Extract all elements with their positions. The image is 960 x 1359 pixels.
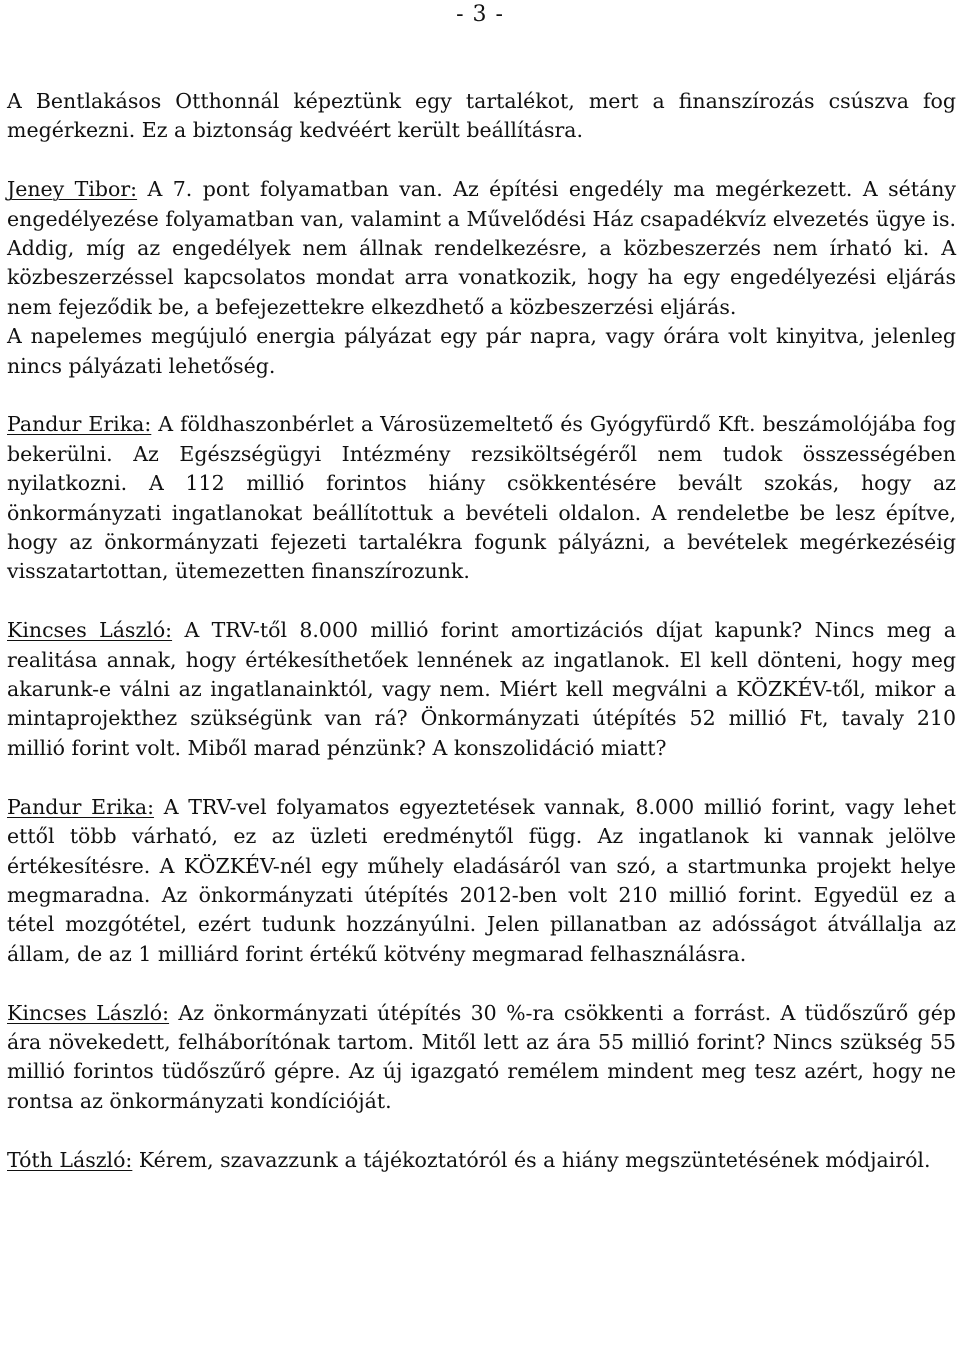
- paragraph-solar-tender: [7, 322, 956, 381]
- speaker-name: Kincses László:: [7, 1000, 170, 1025]
- paragraph-kincses-laszlo-1: [7, 616, 956, 763]
- paragraph-pandur-erika-1: [7, 410, 956, 586]
- paragraph-text: A TRV-vel folyamatos egyeztetések vannak, 8.000 millió forint, vagy lehet ettől több várható, ez az üzleti eredménytől függ. Az ingatlanok ki vannak jelölve értékesítésre. A KÖZKÉV-nél egy műhely eladásáról van szó, a startmunka projekt helye megmaradna. Az önkormányzati útépítés 2012-ben volt 210 millió forint. Egyedül ez a tétel mozgótétel, ezért tudunk hozzányúlni. Jelen pillanatban az adósságot átvállalja az állam, de az 1 milliárd forint értékű kötvény megmarad felhasználásra.: [7, 794, 957, 966]
- paragraph-reserve-note: [7, 87, 956, 146]
- speaker-name: Pandur Erika:: [7, 794, 154, 819]
- paragraph-toth-laszlo: [7, 1146, 956, 1175]
- paragraph-text: Az önkormányzati útépítés 30 %-ra csökkenti a forrást. A tüdőszűrő gép ára növekedett, felháborítónak tartom. Mitől lett az ára 55 millió forint? Nincs szükség 55 millió forintos tüdőszűrő gépre. Az új igazgató remélem mindent meg tesz azért, hogy ne rontsa az önkormányzati kondícióját.: [7, 1000, 956, 1113]
- paragraph-text: Kérem, szavazzunk a tájékoztatóról és a hiány megszüntetésének módjairól.: [132, 1147, 931, 1172]
- paragraph-spacer: [7, 381, 956, 410]
- paragraph-text: A Bentlakásos Otthonnál képeztünk egy tartalékot, mert a finanszírozás csúszva fog megérkezni. Ez a biztonság kedvéért került beállításra.: [7, 89, 956, 143]
- speaker-name: Tóth László:: [7, 1147, 133, 1172]
- paragraph-text: A 7. pont folyamatban van. Az építési engedély ma megérkezett. A sétány engedélyezése folyamatban van, valamint a Művelődési Ház csapadékvíz elvezetés ügye is. Addig, míg az engedélyek nem állnak rendelkezésre, a közbeszerzés nem írható ki. A közbeszerzéssel kapcsolatos mondat arra vonatkozik, hogy ha egy engedélyezési eljárás nem fejeződik be, a befejezettekre elkezdhető a közbeszerzési eljárás.: [7, 177, 956, 319]
- paragraph-text: A napelemes megújuló energia pályázat egy pár napra, vagy órára volt kinyitva, jelenleg nincs pályázati lehetőség.: [7, 324, 956, 378]
- paragraph-spacer: [7, 763, 956, 792]
- paragraph-pandur-erika-2: [7, 793, 956, 969]
- paragraph-spacer: [7, 969, 956, 998]
- paragraph-jeney-tibor: [7, 175, 956, 322]
- paragraph-text: A TRV-től 8.000 millió forint amortizációs díjat kapunk? Nincs meg a realitása annak, hogy értékesíthetőek lennének az ingatlanok. El kell dönteni, hogy meg akarunk-e válni az ingatlanainktól, vagy nem. Miért kell megválni a KÖZKÉV-től, mikor a mintaprojekthez szükségünk van rá? Önkormányzati útépítés 52 millió Ft, tavaly 210 millió forint volt. Miből marad pénzünk? A konszolidáció miatt?: [7, 618, 956, 760]
- speaker-name: Kincses László:: [7, 618, 173, 643]
- paragraph-spacer: [7, 146, 956, 175]
- paragraph-spacer: [7, 1116, 956, 1145]
- paragraph-text: A földhaszonbérlet a Városüzemeltető és Gyógyfürdő Kft. beszámolójába fog bekerülni. Az Egészségügyi Intézmény rezsiköltségéről nem tudok összességében nyilatkozni. A 112 millió forintos hiány csökkentésére bevált szokás, hogy az önkormányzati ingatlanokat beállítottuk a bevételi oldalon. A rendeletbe be lesz építve, hogy az önkormányzati fejezeti tartalékra fogunk pályázni, a bevételek megérkezéséig visszatartottan, ütemezetten finanszírozunk.: [7, 412, 956, 584]
- page-number: - 3 -: [456, 2, 504, 27]
- paragraph-spacer: [7, 587, 956, 616]
- speaker-name: Jeney Tibor:: [7, 177, 138, 202]
- document-body: [7, 87, 956, 1175]
- speaker-name: Pandur Erika:: [7, 412, 152, 437]
- paragraph-kincses-laszlo-2: [7, 999, 956, 1117]
